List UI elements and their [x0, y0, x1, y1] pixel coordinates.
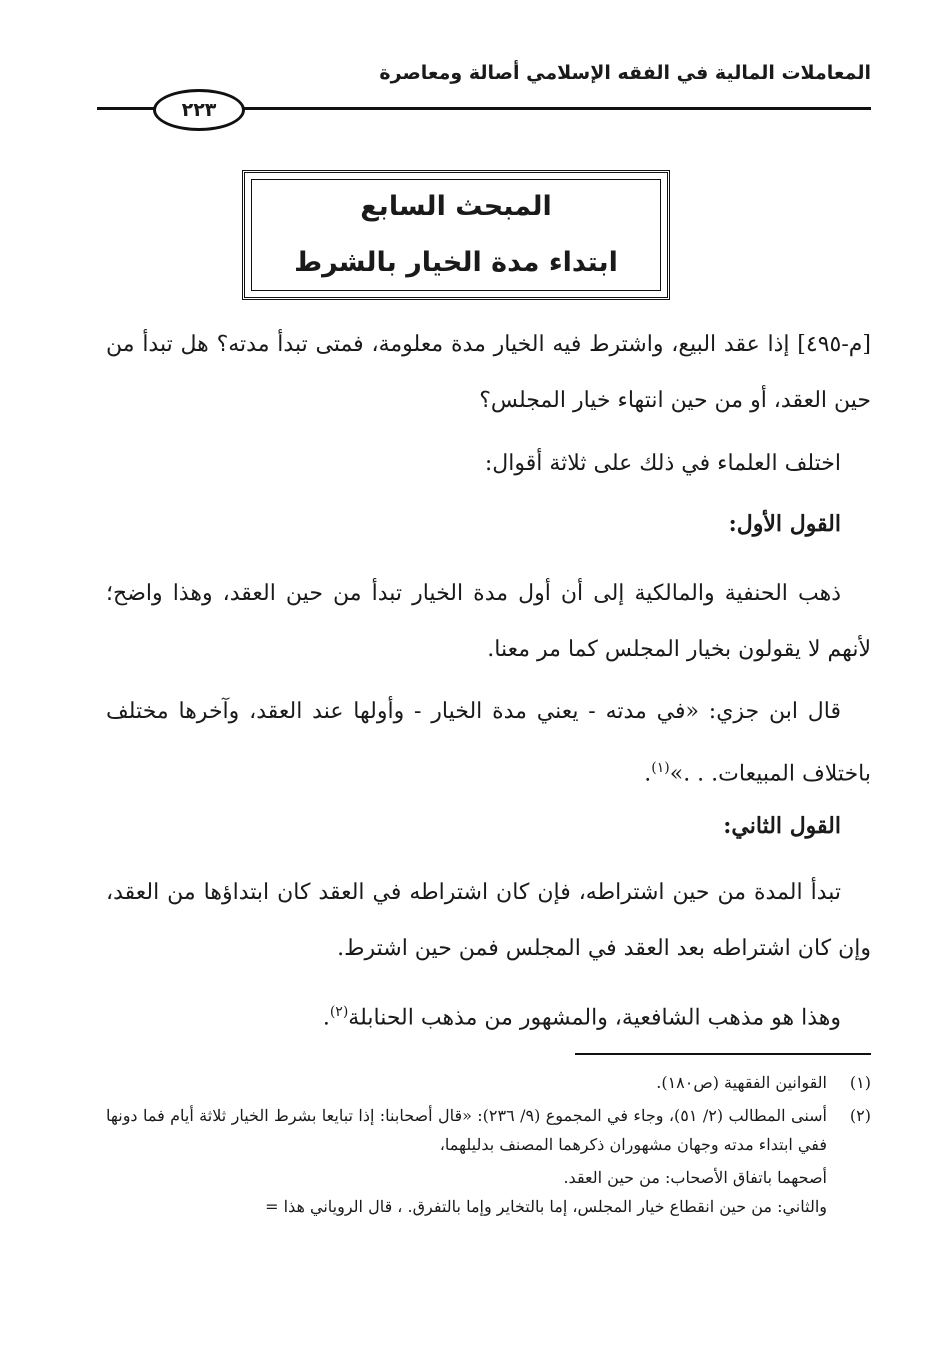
- footnote-item: [106, 1101, 871, 1159]
- heading-second-opinion: القول الثاني:: [723, 813, 841, 839]
- quote-end: .: [644, 761, 652, 787]
- footnote-number: (١): [849, 1073, 871, 1092]
- footnote-text: أسنى المطالب (٢/ ٥١)، وجاء في المجموع (٩/ ٢٣٦): «قال أصحابنا: إذا تبايعا بشرط الخيار ثلاثة أيام فما دونها ففي ابتداء مدته وجهان مشهوران ذكرهما المصنف بدليلهما،: [106, 1106, 828, 1154]
- section-title-box: [242, 170, 670, 300]
- running-title: المعاملات المالية في الفقه الإسلامي أصالة ومعاصرة: [379, 62, 871, 84]
- footnote-continuation: أصحهما باتفاق الأصحاب: من حين العقد.: [563, 1168, 827, 1187]
- footnote-item: [106, 1068, 871, 1097]
- footnote-number: (٢): [849, 1106, 871, 1125]
- page-number: ٢٢٣: [153, 89, 245, 131]
- heading-first-opinion: القول الأول:: [728, 511, 841, 537]
- shafii-text: وهذا هو مذهب الشافعية، والمشهور من مذهب الحنابلة: [348, 1005, 841, 1031]
- footnote-ref-1: (١): [651, 760, 670, 776]
- paragraph-second-opinion: تبدأ المدة من حين اشتراطه، فإن كان اشتراطه في العقد كان ابتداؤها من العقد، وإن كان اشتراطه بعد العقد في المجلس فمن حين اشترط.: [106, 880, 871, 961]
- footnotes: [106, 1068, 871, 1221]
- paragraph-shafii-hanbali: [323, 984, 841, 1046]
- shafii-end: .: [322, 1005, 330, 1031]
- paragraph-first-opinion: ذهب الحنفية والمالكية إلى أن أول مدة الخيار تبدأ من حين العقد، وهذا واضح؛ لأنهم لا يقولون بخيار المجلس كما مر معنا.: [106, 581, 871, 662]
- quote-text: قال ابن جزي: «في مدته - يعني مدة الخيار - وأولها عند العقد، وآخرها مختلف باختلاف المبيعات. . .»: [106, 699, 871, 787]
- footnote-rule: [575, 1053, 871, 1055]
- paragraph-ibn-juzay-quote: [106, 684, 871, 802]
- footnote-continuation: والثاني: من حين انقطاع خيار المجلس، إما بالتخاير وإما بالتفرق. ، قال الروياني هذا =: [265, 1197, 827, 1216]
- section-number-title: المبحث السابع: [360, 191, 552, 222]
- footnote-text: القوانين الفقهية (ص١٨٠).: [656, 1073, 827, 1092]
- paragraph-question: [م-٤٩٥] إذا عقد البيع، واشترط فيه الخيار مدة معلومة، فمتى تبدأ مدته؟ هل تبدأ من حين العقد، أو من حين انتهاء خيار المجلس؟: [106, 332, 871, 413]
- paragraph-disagreement: اختلف العلماء في ذلك على ثلاثة أقوال:: [484, 451, 841, 476]
- footnote-ref-2: (٢): [329, 1004, 349, 1020]
- section-subject-title: ابتداء مدة الخيار بالشرط: [294, 247, 618, 278]
